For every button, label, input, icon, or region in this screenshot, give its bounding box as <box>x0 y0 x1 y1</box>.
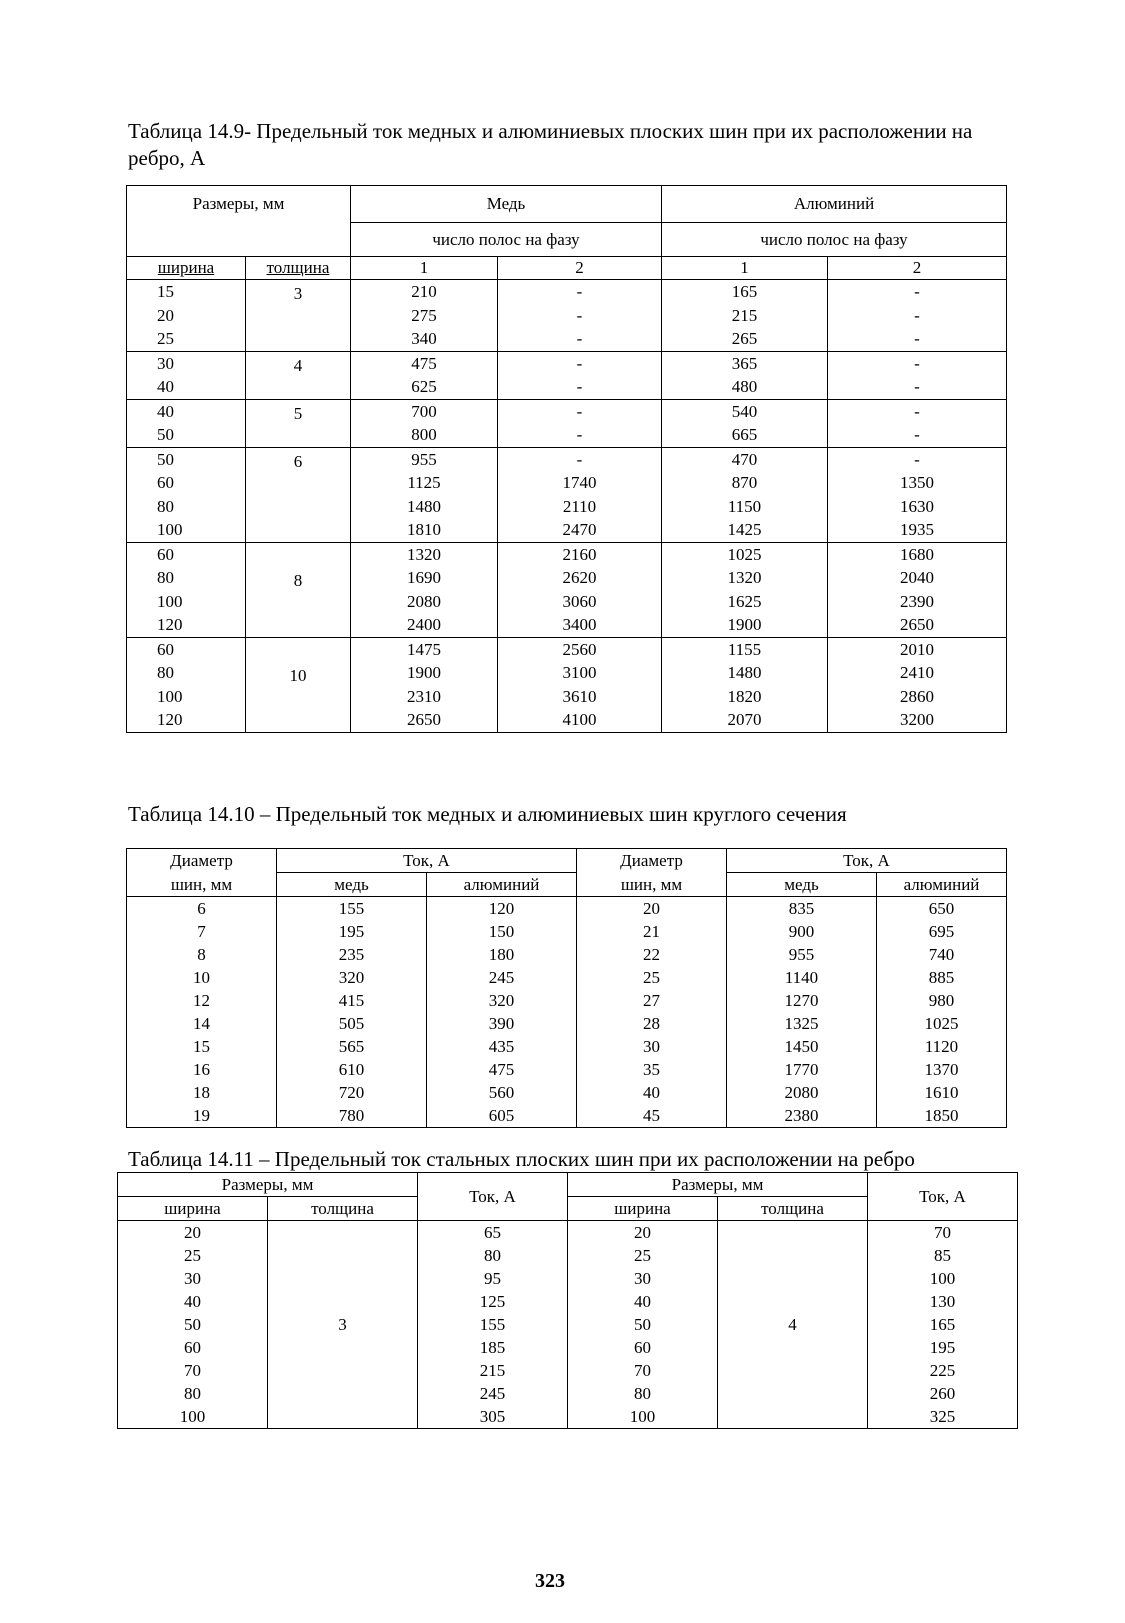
aluminum-right-cell: 1610 <box>877 1081 1007 1104</box>
current-left-cell: 305 <box>418 1405 568 1429</box>
copper-left-cell: 155 <box>277 897 427 921</box>
cu1-value: 1900 <box>407 663 441 682</box>
aluminum-left-cell: 245 <box>427 966 577 989</box>
width-left-cell: 40 <box>118 1290 268 1313</box>
width-value: 120 <box>157 710 183 729</box>
aluminum-right-cell: 1120 <box>877 1035 1007 1058</box>
cu1-value: 625 <box>411 377 437 396</box>
width-value: 15 <box>157 282 174 301</box>
widths-cell <box>127 542 246 637</box>
al1-value: 2070 <box>727 710 762 729</box>
thickness-right-cell: 4 <box>718 1221 868 1429</box>
current-right-cell: 165 <box>868 1313 1018 1336</box>
copper-header: Медь <box>351 186 662 223</box>
sizes-header-left: Размеры, мм <box>118 1173 418 1197</box>
copper-right-cell: 2380 <box>727 1104 877 1128</box>
al2-value: - <box>914 329 920 348</box>
aluminum-2-header: 2 <box>828 257 1007 280</box>
copper-left-cell: 610 <box>277 1058 427 1081</box>
al2-value: 2390 <box>900 591 934 611</box>
al1-cell <box>662 637 828 732</box>
current-right-cell: 100 <box>868 1267 1018 1290</box>
al2-value: 1680 <box>900 544 934 564</box>
table-row <box>127 1035 1007 1058</box>
cu1-value: 1480 <box>407 496 441 516</box>
al2-cell <box>828 399 1007 447</box>
aluminum-left-cell: 560 <box>427 1081 577 1104</box>
width-value: 20 <box>157 305 174 325</box>
al2-value: - <box>914 377 920 396</box>
current-right-cell: 260 <box>868 1382 1018 1405</box>
cu2-cell <box>498 542 662 637</box>
al1-cell <box>662 280 828 352</box>
aluminum-left-cell: 475 <box>427 1058 577 1081</box>
cu1-value: 2650 <box>407 710 441 729</box>
table-row <box>127 897 1007 921</box>
diameter-right-cell: 40 <box>577 1081 727 1104</box>
table-row <box>118 1405 1018 1429</box>
al1-value: 1425 <box>727 520 762 539</box>
current-header-right: Ток, А <box>727 849 1007 873</box>
copper-2-header: 2 <box>498 257 662 280</box>
current-right-cell: 195 <box>868 1336 1018 1359</box>
cu1-cell <box>351 351 498 399</box>
al1-value: 215 <box>731 305 758 325</box>
width-value: 60 <box>157 639 174 659</box>
width-right-cell: 80 <box>568 1382 718 1405</box>
width-value: 50 <box>157 449 174 469</box>
widths-cell <box>127 637 246 732</box>
aluminum-right-cell: 1370 <box>877 1058 1007 1081</box>
width-header: ширина <box>127 257 246 280</box>
copper-header-left: медь <box>277 873 427 897</box>
aluminum-strips-header: число полос на фазу <box>662 223 1007 257</box>
diameter-right-cell: 20 <box>577 897 727 921</box>
table-14-9-caption: Таблица 14.9- Предельный ток медных и алюминиевых плоских шин при их расположении на ребро, А <box>128 119 973 170</box>
table-row <box>118 1290 1018 1313</box>
width-right-cell: 25 <box>568 1244 718 1267</box>
cu2-value: 4100 <box>562 710 597 729</box>
diameter-right-cell: 35 <box>577 1058 727 1081</box>
aluminum-header-left: алюминий <box>427 873 577 897</box>
copper-left-cell: 235 <box>277 943 427 966</box>
al2-value: 1630 <box>900 496 934 516</box>
diameter-left-cell: 19 <box>127 1104 277 1128</box>
diameter-right-cell: 27 <box>577 989 727 1012</box>
table-14-11-body <box>118 1221 1018 1429</box>
diameter-right-cell: 28 <box>577 1012 727 1035</box>
al1-value: 1155 <box>727 639 762 659</box>
cu2-value: 3060 <box>562 591 597 611</box>
current-left-cell: 155 <box>418 1313 568 1336</box>
cu2-value: 1740 <box>562 473 597 492</box>
width-value: 80 <box>157 568 174 587</box>
cu1-value: 1320 <box>407 544 441 564</box>
al1-value: 480 <box>731 377 758 396</box>
width-value: 60 <box>157 544 174 564</box>
width-value: 100 <box>157 520 183 539</box>
table-row <box>127 1058 1007 1081</box>
al2-value: 2410 <box>900 663 934 682</box>
al1-cell <box>662 351 828 399</box>
aluminum-right-cell: 740 <box>877 943 1007 966</box>
width-value: 60 <box>157 473 174 492</box>
aluminum-right-cell: 650 <box>877 897 1007 921</box>
diameter-left-cell: 16 <box>127 1058 277 1081</box>
diameter-right-cell: 21 <box>577 920 727 943</box>
width-right-cell: 70 <box>568 1359 718 1382</box>
thickness-value: 10 <box>246 637 351 732</box>
cu1-value: 1475 <box>407 639 441 659</box>
width-value: 100 <box>157 591 183 611</box>
width-header-left: ширина <box>118 1197 268 1221</box>
table-row <box>127 399 1007 447</box>
copper-right-cell: 835 <box>727 897 877 921</box>
cu2-cell <box>498 637 662 732</box>
table-row <box>118 1221 1018 1245</box>
table-14-9-body <box>127 280 1007 733</box>
current-left-cell: 65 <box>418 1221 568 1245</box>
cu2-value: 3400 <box>562 615 597 634</box>
copper-right-cell: 955 <box>727 943 877 966</box>
al2-value: 1935 <box>900 520 934 539</box>
cu2-value: - <box>576 449 583 469</box>
diameter-left-cell: 8 <box>127 943 277 966</box>
cu2-value: 2560 <box>562 639 597 659</box>
cu2-value: - <box>576 282 583 301</box>
copper-right-cell: 2080 <box>727 1081 877 1104</box>
width-right-cell: 20 <box>568 1221 718 1245</box>
aluminum-1-header: 1 <box>662 257 828 280</box>
width-right-cell: 60 <box>568 1336 718 1359</box>
aluminum-left-cell: 435 <box>427 1035 577 1058</box>
copper-left-cell: 780 <box>277 1104 427 1128</box>
diameter-right-cell: 25 <box>577 966 727 989</box>
copper-left-cell: 565 <box>277 1035 427 1058</box>
al2-value: - <box>914 353 920 373</box>
thickness-left-cell: 3 <box>268 1221 418 1429</box>
table-row <box>118 1336 1018 1359</box>
diameter-header-right: Диаметр <box>577 849 727 873</box>
thickness-header-left: толщина <box>268 1197 418 1221</box>
cu2-value: 2160 <box>562 544 597 564</box>
cu2-value: 2620 <box>562 568 597 587</box>
width-value: 50 <box>157 425 174 444</box>
diameter-right-cell: 30 <box>577 1035 727 1058</box>
table-row <box>127 920 1007 943</box>
table-14-11 <box>117 1172 1018 1429</box>
cu2-value: 3610 <box>562 686 597 706</box>
current-left-cell: 185 <box>418 1336 568 1359</box>
aluminum-left-cell: 390 <box>427 1012 577 1035</box>
widths-cell <box>127 351 246 399</box>
cu2-value: - <box>576 329 583 348</box>
current-left-cell: 245 <box>418 1382 568 1405</box>
table-row <box>127 989 1007 1012</box>
width-value: 40 <box>157 377 174 396</box>
table-row <box>127 351 1007 399</box>
width-value: 80 <box>157 663 174 682</box>
cu2-value: - <box>576 305 583 325</box>
cu1-value: 955 <box>411 449 437 469</box>
cu1-cell <box>351 637 498 732</box>
cu1-cell <box>351 542 498 637</box>
current-left-cell: 95 <box>418 1267 568 1290</box>
al2-cell <box>828 280 1007 352</box>
current-header-left: Ток, А <box>418 1173 568 1221</box>
al2-value: 2860 <box>900 686 934 706</box>
al1-value: 1150 <box>727 496 762 516</box>
width-left-cell: 100 <box>118 1405 268 1429</box>
width-value: 100 <box>157 686 183 706</box>
al2-cell <box>828 542 1007 637</box>
current-header-right: Ток, А <box>868 1173 1018 1221</box>
current-right-cell: 85 <box>868 1244 1018 1267</box>
copper-1-header: 1 <box>351 257 498 280</box>
width-value: 40 <box>157 401 174 421</box>
al2-value: - <box>914 305 920 325</box>
current-left-cell: 215 <box>418 1359 568 1382</box>
cu1-value: 2310 <box>407 686 441 706</box>
current-header-left: Ток, А <box>277 849 577 873</box>
current-right-cell: 70 <box>868 1221 1018 1245</box>
copper-left-cell: 320 <box>277 966 427 989</box>
cu2-value: - <box>576 425 583 444</box>
al2-value: - <box>914 425 920 444</box>
al2-cell <box>828 637 1007 732</box>
width-value: 80 <box>157 496 174 516</box>
width-header-right: ширина <box>568 1197 718 1221</box>
cu2-value: 2470 <box>562 520 597 539</box>
al2-value: - <box>914 449 920 469</box>
al2-value: 3200 <box>900 710 934 729</box>
table-14-10 <box>126 848 1007 1128</box>
diameter-left-cell: 7 <box>127 920 277 943</box>
cu1-value: 700 <box>411 401 437 421</box>
copper-right-cell: 1140 <box>727 966 877 989</box>
aluminum-left-cell: 150 <box>427 920 577 943</box>
thickness-value: 6 <box>246 447 351 542</box>
width-right-cell: 30 <box>568 1267 718 1290</box>
al1-cell <box>662 399 828 447</box>
aluminum-right-cell: 1025 <box>877 1012 1007 1035</box>
aluminum-left-cell: 120 <box>427 897 577 921</box>
thickness-value: 8 <box>246 542 351 637</box>
table-row <box>127 943 1007 966</box>
widths-cell <box>127 399 246 447</box>
widths-cell <box>127 280 246 352</box>
table-row <box>127 280 1007 352</box>
current-left-cell: 80 <box>418 1244 568 1267</box>
table-row <box>127 637 1007 732</box>
al1-value: 1025 <box>727 544 762 564</box>
diameter-unit-left: шин, мм <box>127 873 277 897</box>
aluminum-right-cell: 885 <box>877 966 1007 989</box>
cu2-cell <box>498 399 662 447</box>
al1-value: 1900 <box>727 615 762 634</box>
copper-right-cell: 900 <box>727 920 877 943</box>
table-row <box>118 1267 1018 1290</box>
cu1-value: 475 <box>411 353 437 373</box>
width-left-cell: 50 <box>118 1313 268 1336</box>
aluminum-left-cell: 180 <box>427 943 577 966</box>
cu2-value: - <box>576 377 583 396</box>
width-right-cell: 50 <box>568 1313 718 1336</box>
width-left-cell: 80 <box>118 1382 268 1405</box>
al1-value: 165 <box>731 282 758 301</box>
table-row <box>118 1382 1018 1405</box>
cu1-value: 1810 <box>407 520 441 539</box>
al1-cell <box>662 542 828 637</box>
al1-value: 365 <box>731 353 758 373</box>
aluminum-right-cell: 1850 <box>877 1104 1007 1128</box>
current-right-cell: 325 <box>868 1405 1018 1429</box>
width-value: 120 <box>157 615 183 634</box>
cu1-value: 275 <box>411 305 437 325</box>
table-row <box>118 1244 1018 1267</box>
thickness-value: 3 <box>246 280 351 352</box>
width-left-cell: 70 <box>118 1359 268 1382</box>
copper-right-cell: 1270 <box>727 989 877 1012</box>
table-row <box>127 1081 1007 1104</box>
page-number: 323 <box>535 1570 565 1592</box>
al2-value: - <box>914 401 920 421</box>
al2-value: 2650 <box>900 615 934 634</box>
cu1-cell <box>351 399 498 447</box>
al1-value: 870 <box>731 473 758 492</box>
al1-value: 470 <box>731 449 758 469</box>
al1-value: 1820 <box>727 686 762 706</box>
al1-cell <box>662 447 828 542</box>
al2-value: 1350 <box>900 473 934 492</box>
width-left-cell: 20 <box>118 1221 268 1245</box>
al1-value: 1625 <box>727 591 762 611</box>
current-right-cell: 130 <box>868 1290 1018 1313</box>
al1-value: 665 <box>731 425 758 444</box>
al1-value: 1320 <box>727 568 762 587</box>
aluminum-left-cell: 320 <box>427 989 577 1012</box>
widths-cell <box>127 447 246 542</box>
table-row <box>127 966 1007 989</box>
cu2-cell <box>498 351 662 399</box>
diameter-left-cell: 10 <box>127 966 277 989</box>
table-row <box>127 1012 1007 1035</box>
aluminum-header: Алюминий <box>662 186 1007 223</box>
cu1-value: 2080 <box>407 591 441 611</box>
width-right-cell: 100 <box>568 1405 718 1429</box>
al2-value: 2010 <box>900 639 934 659</box>
cu1-value: 2400 <box>407 615 441 634</box>
copper-left-cell: 195 <box>277 920 427 943</box>
width-left-cell: 30 <box>118 1267 268 1290</box>
table-row <box>127 1104 1007 1128</box>
table-14-10-caption: Таблица 14.10 – Предельный ток медных и алюминиевых шин круглого сечения <box>128 802 847 826</box>
copper-left-cell: 720 <box>277 1081 427 1104</box>
diameter-left-cell: 15 <box>127 1035 277 1058</box>
copper-header-right: медь <box>727 873 877 897</box>
cu1-value: 340 <box>411 329 437 348</box>
thickness-value: 4 <box>246 351 351 399</box>
al1-value: 265 <box>731 329 758 348</box>
al2-value: 2040 <box>900 568 934 587</box>
aluminum-header-right: алюминий <box>877 873 1007 897</box>
diameter-header-left: Диаметр <box>127 849 277 873</box>
sizes-header: Размеры, мм <box>127 186 351 257</box>
width-right-cell: 40 <box>568 1290 718 1313</box>
cu2-value: 2110 <box>562 496 597 516</box>
cu2-cell <box>498 447 662 542</box>
copper-left-cell: 415 <box>277 989 427 1012</box>
diameter-right-cell: 22 <box>577 943 727 966</box>
al2-cell <box>828 351 1007 399</box>
cu2-value: - <box>576 353 583 373</box>
table-row <box>127 542 1007 637</box>
cu1-value: 210 <box>411 282 437 301</box>
cu2-value: - <box>576 401 583 421</box>
table-14-9 <box>126 185 1007 733</box>
width-left-cell: 60 <box>118 1336 268 1359</box>
cu1-value: 800 <box>411 425 437 444</box>
thickness-header-right: толщина <box>718 1197 868 1221</box>
current-left-cell: 125 <box>418 1290 568 1313</box>
table-row <box>118 1359 1018 1382</box>
aluminum-right-cell: 980 <box>877 989 1007 1012</box>
cu1-value: 1690 <box>407 568 441 587</box>
table-14-10-body <box>127 897 1007 1128</box>
diameter-left-cell: 18 <box>127 1081 277 1104</box>
thickness-header: толщина <box>246 257 351 280</box>
diameter-right-cell: 45 <box>577 1104 727 1128</box>
width-value: 30 <box>157 353 174 373</box>
aluminum-right-cell: 695 <box>877 920 1007 943</box>
thickness-value: 5 <box>246 399 351 447</box>
table-14-11-caption: Таблица 14.11 – Предельный ток стальных плоских шин при их расположении на ребро <box>128 1147 915 1171</box>
sizes-header-right: Размеры, мм <box>568 1173 868 1197</box>
cu1-cell <box>351 280 498 352</box>
table-row <box>118 1313 1018 1336</box>
al2-value: - <box>914 282 920 301</box>
al1-value: 540 <box>731 401 758 421</box>
cu1-cell <box>351 447 498 542</box>
width-left-cell: 25 <box>118 1244 268 1267</box>
copper-right-cell: 1450 <box>727 1035 877 1058</box>
cu2-cell <box>498 280 662 352</box>
cu2-value: 3100 <box>562 663 597 682</box>
copper-left-cell: 505 <box>277 1012 427 1035</box>
al2-cell <box>828 447 1007 542</box>
diameter-unit-right: шин, мм <box>577 873 727 897</box>
diameter-left-cell: 12 <box>127 989 277 1012</box>
diameter-left-cell: 14 <box>127 1012 277 1035</box>
table-row <box>127 447 1007 542</box>
al1-value: 1480 <box>727 663 762 682</box>
current-right-cell: 225 <box>868 1359 1018 1382</box>
cu1-value: 1125 <box>407 473 441 492</box>
copper-strips-header: число полос на фазу <box>351 223 662 257</box>
copper-right-cell: 1325 <box>727 1012 877 1035</box>
aluminum-left-cell: 605 <box>427 1104 577 1128</box>
copper-right-cell: 1770 <box>727 1058 877 1081</box>
width-value: 25 <box>157 329 174 348</box>
diameter-left-cell: 6 <box>127 897 277 921</box>
